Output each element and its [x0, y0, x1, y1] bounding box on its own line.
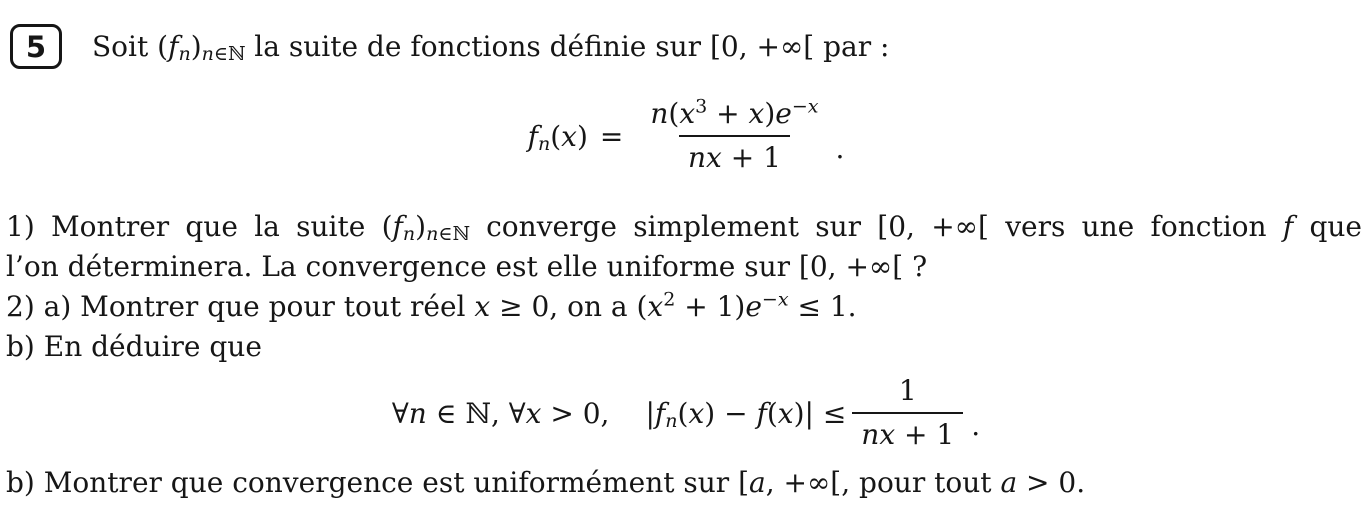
exercise-header: [0, 0, 1372, 69]
intro-text: Soit $(fn)n_{\in ℕ}$ la suite de fonctions définie sur [0, +∞[ par :: [92, 30, 890, 66]
formula2-inequality: |fn(x) − f(x)| ≤: [645, 396, 847, 432]
formula1-fraction: [641, 97, 827, 175]
display-formula-1: [0, 87, 1372, 185]
exercise-number: 5: [25, 29, 47, 64]
formula2-numerator: 1: [898, 374, 917, 407]
formula1-numerator: $n(x^3 + x)e^{-x}$: [650, 95, 819, 130]
formula1-lhs: fn(x): [527, 119, 588, 155]
display-formula-2: [0, 367, 1372, 459]
question-1-line-1: 1) Montrer que la suite $(fn)n_{\in ℕ}$ converge simplement sur [0, +∞[ vers une fonction f que: [6, 210, 1363, 246]
formula2-denominator: nx + 1: [852, 412, 963, 452]
formula2-quantifiers: ∀n ∈ ℕ, ∀x > 0,: [391, 396, 610, 430]
exercise-number-box: [10, 24, 62, 69]
question-2b-conclusion: b) Montrer que convergence est uniformément sur [a, +∞[, pour tout a > 0.: [6, 466, 1086, 499]
question-2a: 2) a) Montrer que pour tout réel x ≥ 0, on a $(x^2 + 1)e^{-x} \le 1$.: [6, 288, 857, 323]
questions-block: [0, 207, 1372, 367]
formula2-equation: [392, 374, 980, 452]
formula1-denominator: nx + 1: [679, 135, 790, 175]
question-1-line-2: l’on déterminera. La convergence est elle uniforme sur [0, +∞[ ?: [6, 250, 928, 283]
formula1-equation: [528, 97, 845, 175]
formula2-fraction: [852, 374, 963, 452]
formula2-period: .: [971, 408, 981, 442]
formula1-period: .: [835, 131, 845, 165]
equals-sign: =: [599, 119, 624, 153]
question-2b-intro: b) En déduire que: [6, 330, 262, 363]
